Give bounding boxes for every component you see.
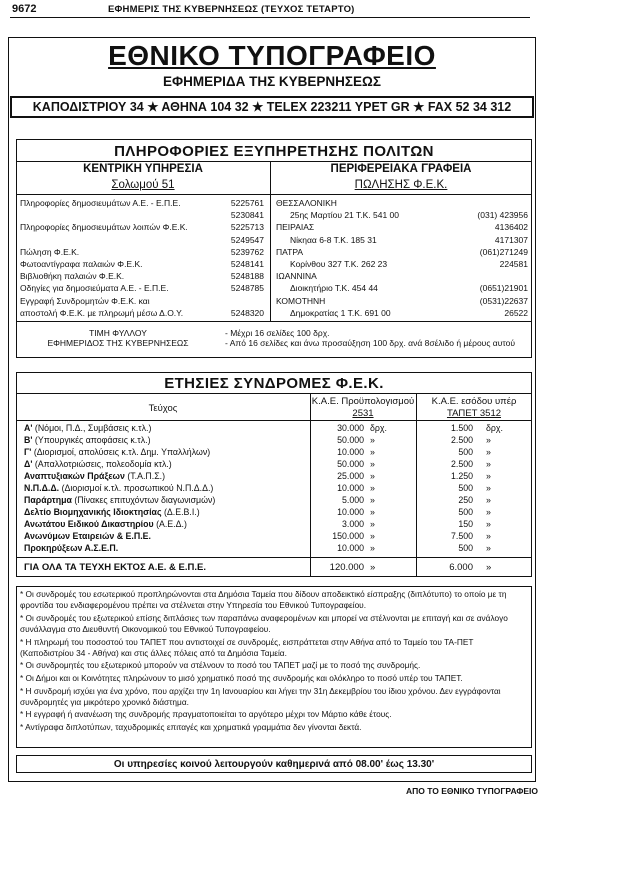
subs-row-tapet: 500 xyxy=(458,507,473,517)
header-rule xyxy=(10,17,530,18)
central-row-label: Πληροφορίες δημοσιευμάτων Α.Ε. - Ε.Π.Ε. xyxy=(20,198,181,208)
regional-row-label: Δημοκρατίας 1 Τ.Κ. 691 00 xyxy=(290,307,391,318)
note-item: * Η συνδρομή ισχύει για ένα χρόνο, που αρχίζει την 1η Ιανουαρίου και λήγει την 31η Δεκεμβρίου του ίδιου χρόνου. Δεν εγγράφονται συνδρομητές για μικρότερο χρονικό διάστημα. xyxy=(20,685,501,707)
central-row-label: Πώληση Φ.Ε.Κ. xyxy=(20,246,80,257)
subs-row-desc: (Δ.Ε.Β.Ι.) xyxy=(161,507,200,517)
subs-row-name: Α' xyxy=(24,423,33,433)
col-budget-code-text: 2531 xyxy=(352,408,374,419)
subs-row-issue xyxy=(24,483,213,493)
subs-title: ΕΤΗΣΙΕΣ ΣΥΝΔΡΟΜΕΣ Φ.Ε.Κ. xyxy=(164,375,384,392)
subs-row-tapet-currency: » xyxy=(486,435,491,445)
subs-row-tapet: 2.500 xyxy=(450,459,473,469)
subs-row-tapet: 1.250 xyxy=(450,471,473,481)
regional-subheading xyxy=(271,179,531,191)
note-item: * Η εγγραφή ή ανανέωση της συνδρομής πραγματοποιείται το αργότερο μέχρι τον Μάρτιο κάθε έτους. xyxy=(20,709,392,720)
subs-row-budget: 50.000 xyxy=(337,459,364,469)
subs-row-tapet-currency: » xyxy=(486,471,491,481)
central-row-phone: 5248141 xyxy=(230,259,264,269)
total-tapet: 6.000 xyxy=(449,562,473,573)
masthead-subtitle: ΕΦΗΜΕΡΙΔΑ ΤΗΣ ΚΥΒΕΡΝΗΣΕΩΣ xyxy=(163,74,381,89)
subs-row-issue xyxy=(24,471,165,481)
subs-row-name: Β' xyxy=(24,435,33,445)
subs-row-budget: 5.000 xyxy=(341,495,364,505)
subs-row-name: Ν.Π.Δ.Δ. xyxy=(24,483,60,493)
regional-row-phone: 26522 xyxy=(504,307,528,318)
subs-row-desc: (Τ.Α.Π.Σ.) xyxy=(124,471,166,481)
subs-row-desc: (Νόμοι, Π.Δ., Συμβάσεις κ.τλ.) xyxy=(32,423,152,433)
note-item: * Οι συνδρομές του εσωτερικού προπληρώνονται στα Δημόσια Ταμεία που δίδουν αποδεικτικό είσπραξης (διπλότυπο) το οποίο με τη φροντίδα του ενδιαφερομένου πρέπει να στέλνεται στην Υπηρεσία του Εθνικού Τυπογραφείου. xyxy=(20,589,507,611)
subs-row-budget: 25.000 xyxy=(337,471,364,481)
col-tapet-code xyxy=(417,408,531,419)
col-tapet-code-text: ΤΑΠΕΤ 3512 xyxy=(446,408,502,419)
central-heading: ΚΕΝΤΡΙΚΗ ΥΠΗΡΕΣΙΑ xyxy=(83,163,203,175)
subs-row-issue xyxy=(24,519,187,529)
subs-row-budget: 150.000 xyxy=(332,531,364,541)
subs-row-budget: 10.000 xyxy=(337,507,364,517)
subs-row-tapet: 1.500 xyxy=(450,423,473,433)
regional-row-label: ΙΩΑΝΝΙΝΑ xyxy=(276,271,317,282)
subs-row-issue xyxy=(24,531,151,541)
subs-row-tapet-currency: » xyxy=(486,483,491,493)
subs-row-budget-currency: » xyxy=(370,447,375,457)
central-row-phone: 5225713 xyxy=(230,222,264,233)
info-subheading-rule xyxy=(16,194,532,195)
subs-row-name: Παράρτημα xyxy=(24,495,72,505)
central-row-label: Οδηγίες για δημοσιεύματα Α.Ε. - Ε.Π.Ε. xyxy=(20,283,169,294)
subs-row-desc: (Πίνακες επιτυχόντων διαγωνισμών) xyxy=(71,495,216,505)
subs-row-budget-currency: » xyxy=(370,483,375,493)
central-address-text: Σολωμού 51 xyxy=(111,179,175,191)
subs-row-budget: 10.000 xyxy=(337,483,364,493)
address-line: ΚΑΠΟΔΙΣΤΡΙΟΥ 34 ★ ΑΘΗΝΑ 104 32 ★ TELEX 223211 YPET GR ★ FAX 52 34 312 xyxy=(32,100,512,114)
subs-row-tapet: 250 xyxy=(458,495,473,505)
col-budget-code xyxy=(311,408,415,419)
total-tapet-currency: » xyxy=(486,562,492,573)
subs-row-tapet: 150 xyxy=(458,519,473,529)
subs-row-tapet: 7.500 xyxy=(450,531,473,541)
regional-row-phone: (031) 423956 xyxy=(477,210,528,221)
footer-source: ΑΠΟ ΤΟ ΕΘΝΙΚΟ ΤΥΠΟΓΡΑΦΕΙΟ xyxy=(405,786,538,796)
price-label-1: ΤΙΜΗ ΦΥΛΛΟΥ xyxy=(89,328,147,338)
total-budget-currency: » xyxy=(370,562,376,573)
subs-row-budget: 10.000 xyxy=(337,447,364,457)
price-label-2: ΕΦΗΜΕΡΙΔΟΣ ΤΗΣ ΚΥΒΕΡΝΗΣΕΩΣ xyxy=(47,338,189,348)
subs-row-budget-currency: » xyxy=(370,495,375,505)
subs-row-budget: 30.000 xyxy=(337,423,364,433)
regional-row-label: 25ης Μαρτίου 21 Τ.Κ. 541 00 xyxy=(290,210,400,221)
regional-row-label: ΘΕΣΣΑΛΟΝΙΚΗ xyxy=(276,198,337,208)
subs-row-tapet-currency: » xyxy=(486,495,491,505)
subs-row-budget-currency: » xyxy=(370,531,375,541)
subs-row-budget-currency: » xyxy=(370,507,375,517)
price-line-2: - Από 16 σελίδες και άνω προσαύξηση 100 δρχ. ανά 8σέλιδο ή μέρους αυτού xyxy=(225,338,515,348)
masthead-title: ΕΘΝΙΚΟ ΤΥΠΟΓΡΑΦΕΙΟ xyxy=(108,40,436,71)
subs-row-desc: (Απαλλοτριώσεις, πολεοδομία κτλ.) xyxy=(32,459,172,469)
subs-row-issue xyxy=(24,459,172,469)
central-row-label: Φωτοαντίγραφα παλαιών Φ.Ε.Κ. xyxy=(20,259,143,269)
regional-row-phone: 4136402 xyxy=(494,222,528,233)
regional-row-phone: 224581 xyxy=(499,259,528,269)
central-row-label: αποστολή Φ.Ε.Κ. με πληρωμή μέσω Δ.Ο.Υ. xyxy=(20,307,184,318)
col-budget: Κ.Α.Ε. Προϋπολογισμού xyxy=(311,396,415,407)
col-tapet: Κ.Α.Ε. εσόδου υπέρ xyxy=(431,396,517,407)
subs-row-budget-currency: » xyxy=(370,459,375,469)
subs-row-tapet-currency: δρχ. xyxy=(486,423,503,433)
central-row-phone: 5239762 xyxy=(230,246,264,257)
subs-row-desc: (Υπουργικές αποφάσεις κ.τλ.) xyxy=(32,435,151,445)
subs-row-tapet-currency: » xyxy=(486,543,491,553)
subs-row-tapet: 500 xyxy=(458,447,473,457)
subs-row-budget-currency: » xyxy=(370,435,375,445)
regional-row-phone: (0531)22637 xyxy=(479,295,528,306)
regional-row-phone: (061)271249 xyxy=(479,246,528,257)
subs-row-desc: (Α.Ε.Δ.) xyxy=(153,519,187,529)
central-row-phone: 5225761 xyxy=(230,198,264,208)
subs-row-tapet-currency: » xyxy=(486,519,491,529)
subs-row-tapet-currency: » xyxy=(486,459,491,469)
subs-header-rule xyxy=(16,420,532,421)
total-budget: 120.000 xyxy=(329,562,364,573)
subs-total-rule xyxy=(16,557,532,558)
regional-row-phone: 4171307 xyxy=(494,234,528,245)
subs-row-issue xyxy=(24,495,215,505)
note-item: * Οι συνδρομητές του εξωτερικού μπορούν να στέλνουν το ποσό του ΤΑΠΕΤ μαζί με το ποσό της συνδρομής. xyxy=(20,660,421,671)
subs-row-desc: (Διορισμοί, απολύσεις κ.τλ. Δημ. Υπαλλήλων) xyxy=(31,447,211,457)
subs-row-budget-currency: » xyxy=(370,543,375,553)
subs-row-tapet-currency: » xyxy=(486,447,491,457)
central-address xyxy=(17,179,269,191)
price-rule xyxy=(16,321,532,322)
regional-heading: ΠΕΡΙΦΕΡΕΙΑΚΑ ΓΡΑΦΕΙΑ xyxy=(330,163,472,175)
subs-title-rule xyxy=(16,393,532,394)
subs-row-issue xyxy=(24,447,210,457)
central-row-label: Πληροφορίες δημοσιευμάτων λοιπών Φ.Ε.Κ. xyxy=(20,222,188,233)
note-item: * Η πληρωμή του ποσοστού του ΤΑΠΕΤ που αντιστοιχεί σε συνδρομές, εισπράττεται στην Αθήνα από το Ταμείο του ΤΑ-ΠΕΤ (Καποδιστρίου 34 - Αθήνα) και στις άλλες πόλεις από τα Δημόσια Ταμεία. xyxy=(20,636,474,658)
subs-row-tapet: 500 xyxy=(458,483,473,493)
regional-row-label: Κορίνθου 327 Τ.Κ. 262 23 xyxy=(290,259,388,269)
note-item: * Οι Δήμοι και οι Κοινότητες πληρώνουν το μισό χρηματικό ποσό της συνδρομής και ολόκληρο το ποσό υπέρ του ΤΑΠΕΤ. xyxy=(20,672,463,683)
subs-row-budget: 10.000 xyxy=(337,543,364,553)
regional-subheading-text: ΠΩΛΗΣΗΣ Φ.Ε.Κ. xyxy=(354,179,448,191)
regional-row-label: ΠΑΤΡΑ xyxy=(276,246,304,257)
subs-row-tapet-currency: » xyxy=(486,507,491,517)
running-title: ΕΦΗΜΕΡΙΣ ΤΗΣ ΚΥΒΕΡΝΗΣΕΩΣ (ΤΕΥΧΟΣ ΤΕΤΑΡΤΟ) xyxy=(108,4,355,15)
subs-row-budget: 50.000 xyxy=(337,435,364,445)
note-item: * Οι συνδρομές του εξωτερικού επίσης διπλάσιες των παραπάνω αναφερομένων και μπορεί να στέλνονται με επιταγή και σε ανάλογο συνάλλαγμα στο Διευθυντή Οικονομικού του Εθνικού Τυπογραφείου. xyxy=(20,612,508,634)
subs-row-name: Γ' xyxy=(24,447,32,457)
subs-row-name: Ανωτάτου Ειδικού Δικαστηρίου xyxy=(24,519,154,529)
regional-row-label: Διοικητήριο Τ.Κ. 454 44 xyxy=(290,283,378,294)
price-line-1: - Μέχρι 16 σελίδες 100 δρχ. xyxy=(225,328,330,338)
subs-row-issue xyxy=(24,507,200,517)
subs-row-name: Δ' xyxy=(24,459,33,469)
note-item: * Αντίγραφα διπλοτύπων, ταχυδρομικές επιταγές και χρηματικά γραμμάτια δεν γίνονται δεκτά. xyxy=(20,721,362,732)
regional-row-phone: (0651)21901 xyxy=(479,283,528,294)
central-row-phone: 5248785 xyxy=(230,283,264,294)
subs-row-budget-currency: δρχ. xyxy=(370,423,387,433)
central-row-label: Βιβλιοθήκη παλαιών Φ.Ε.Κ. xyxy=(20,271,125,282)
total-label: ΓΙΑ ΟΛΑ ΤΑ ΤΕΥΧΗ ΕΚΤΟΣ Α.Ε. & Ε.Π.Ε. xyxy=(24,562,207,573)
notes-list xyxy=(20,589,529,735)
central-row-phone: 5249547 xyxy=(230,234,264,245)
regional-row-label: ΚΟΜΟΤΗΝΗ xyxy=(276,295,326,306)
hours-text: Οι υπηρεσίες κοινού λειτουργούν καθημερινά από 08.00' έως 13.30' xyxy=(113,759,435,770)
central-row-phone: 5230841 xyxy=(230,210,264,221)
subs-row-tapet: 500 xyxy=(458,543,473,553)
subs-row-budget: 3.000 xyxy=(341,519,364,529)
subs-row-desc: (Διορισμοί κ.τλ. προσωπικού Ν.Π.Δ.Δ.) xyxy=(59,483,214,493)
central-row-phone: 5248320 xyxy=(230,307,264,318)
regional-row-label: ΠΕΙΡΑΙΑΣ xyxy=(276,222,315,233)
subs-row-issue xyxy=(24,543,118,553)
info-title-rule xyxy=(16,161,532,162)
subs-row-issue xyxy=(24,435,151,445)
subs-row-name: Αναπτυξιακών Πράξεων xyxy=(24,471,125,481)
info-title: ΠΛΗΡΟΦΟΡΙΕΣ ΕΞΥΠΗΡΕΤΗΣΗΣ ΠΟΛΙΤΩΝ xyxy=(114,143,434,160)
subs-row-budget-currency: » xyxy=(370,519,375,529)
col-issue: Τεύχος xyxy=(148,403,178,414)
central-row-phone: 5248188 xyxy=(230,271,264,282)
subs-row-tapet-currency: » xyxy=(486,531,491,541)
central-row-label: Εγγραφή Συνδρομητών Φ.Ε.Κ. και xyxy=(20,295,150,306)
subs-row-issue xyxy=(24,423,151,433)
subs-row-name: Δελτίο Βιομηχανικής Ιδιοκτησίας xyxy=(24,507,162,517)
subs-row-budget-currency: » xyxy=(370,471,375,481)
subs-row-name: Ανωνύμων Εταιρειών & Ε.Π.Ε. xyxy=(24,531,151,541)
page-number: 9672 xyxy=(12,3,37,15)
subs-row-tapet: 2.500 xyxy=(450,435,473,445)
subs-row-name: Προκηρύξεων Α.Σ.Ε.Π. xyxy=(24,543,119,553)
regional-row-label: Νίκηαα 6-8 Τ.Κ. 185 31 xyxy=(290,234,377,245)
